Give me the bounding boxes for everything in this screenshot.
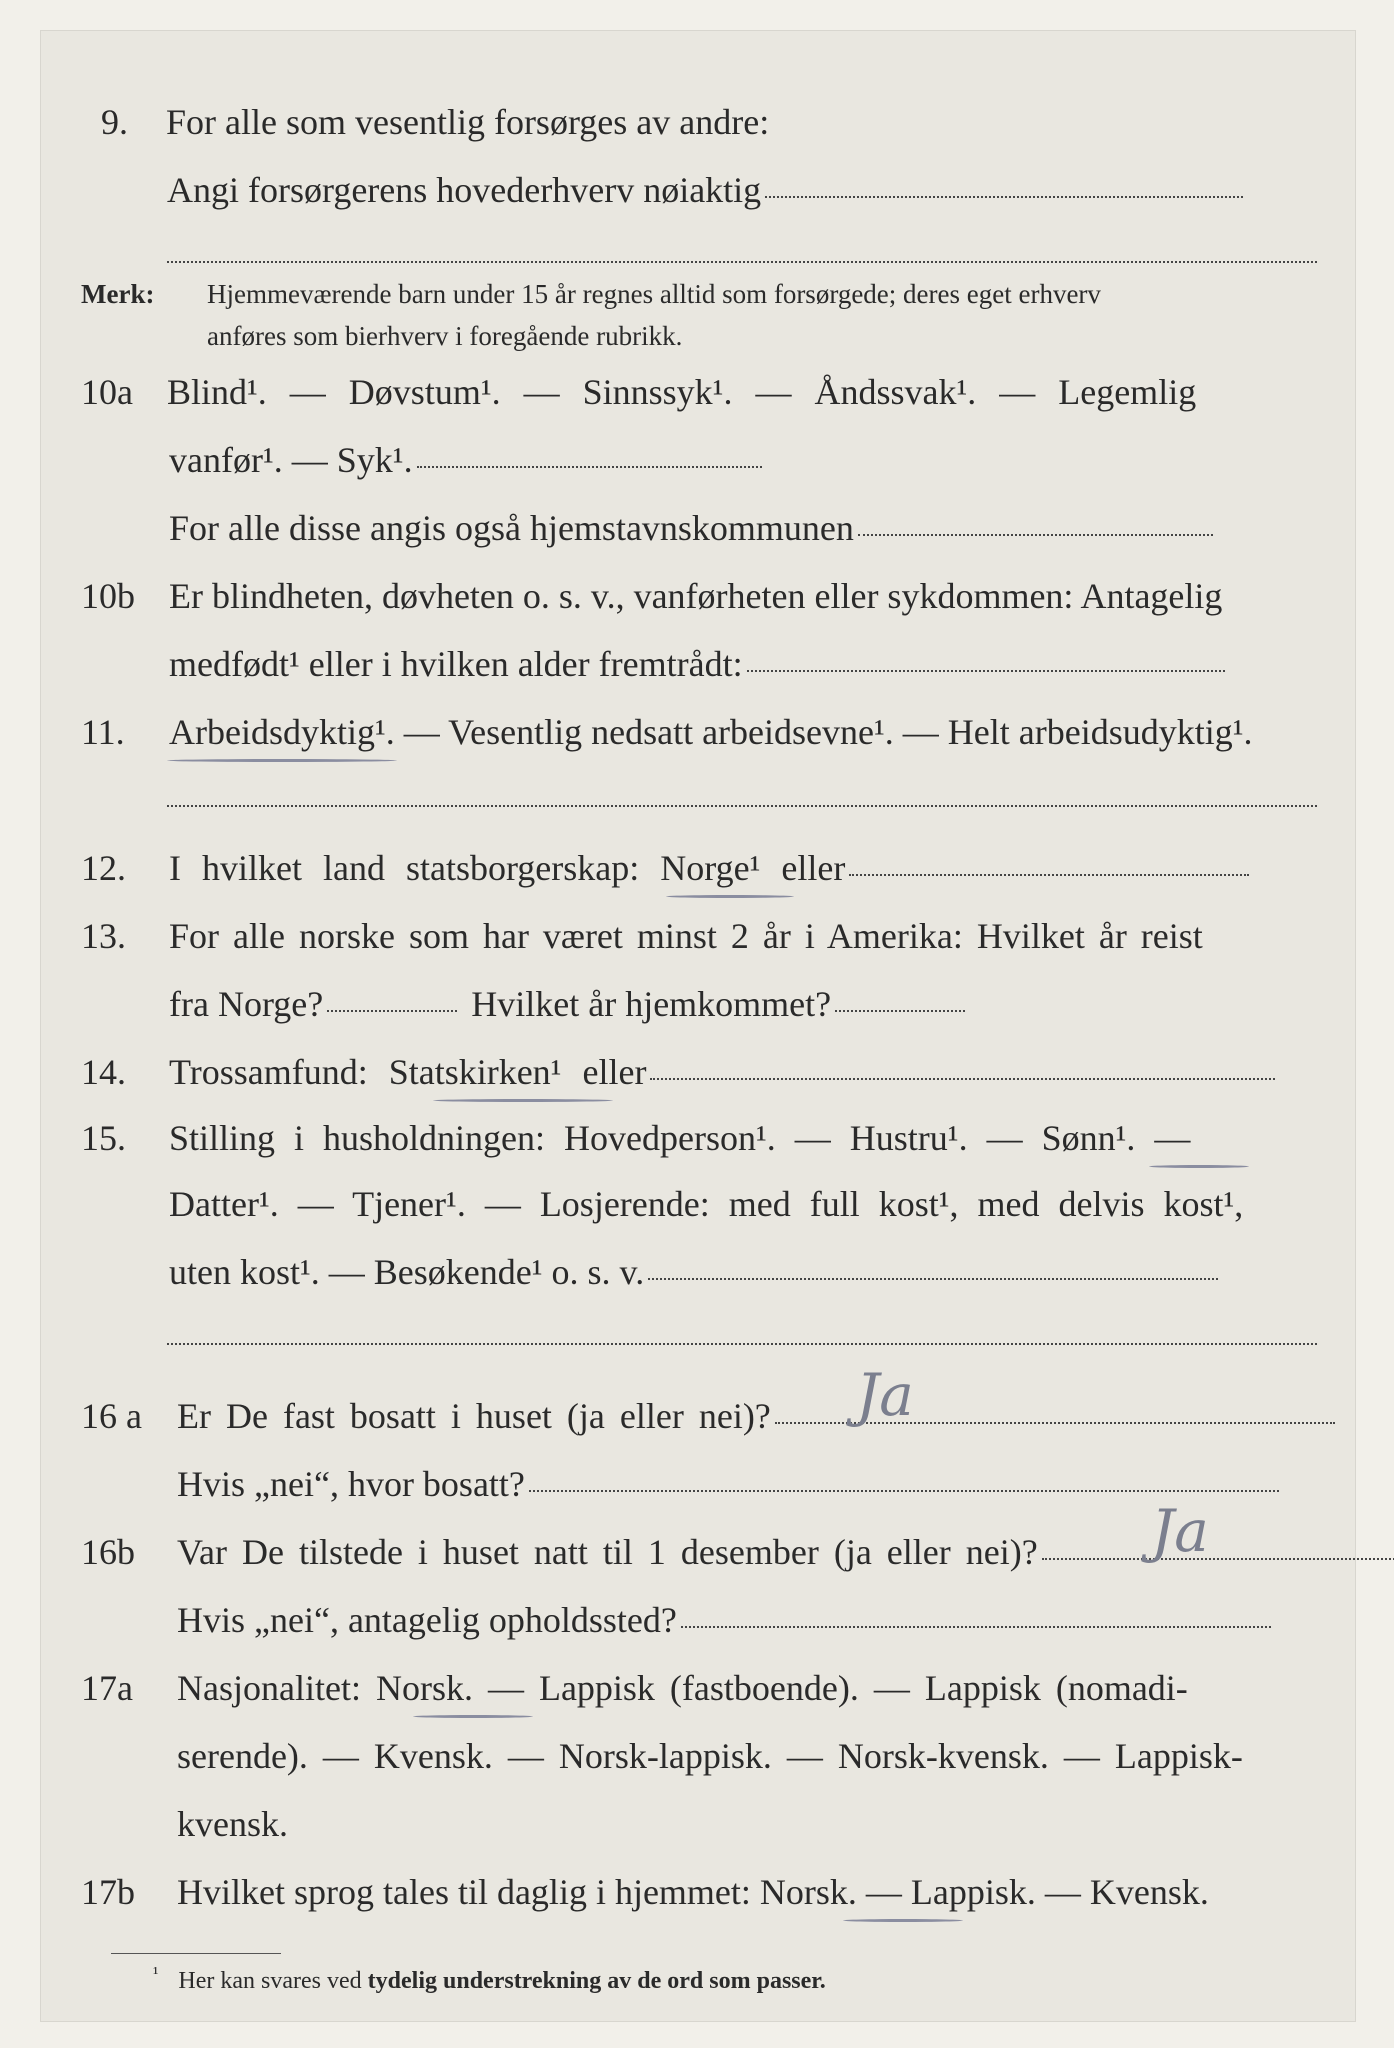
answer-line[interactable] <box>681 1626 1271 1628</box>
question-text: Trossamfund: Statskirken¹ eller <box>169 1052 647 1092</box>
question-16a-line2 <box>177 1463 1279 1505</box>
question-text: fra Norge? <box>169 984 324 1024</box>
question-14 <box>81 1051 1275 1093</box>
answer-line-left[interactable] <box>327 1010 457 1012</box>
question-text: For alle disse angis også hjemstavnskommunen <box>169 508 854 548</box>
question-text: serende). — Kvensk. — Norsk-lappisk. — Norsk-kvensk. — Lappisk- <box>177 1736 1243 1776</box>
question-text: uten kost¹. — Besøkende¹ o. s. v. <box>169 1252 645 1292</box>
question-text: Er De fast bosatt i huset (ja eller nei)? <box>177 1396 771 1436</box>
footnote-text: Her kan svares ved <box>178 1968 362 1994</box>
question-number: 17b <box>81 1872 135 1912</box>
answer-line[interactable] <box>1042 1558 1394 1560</box>
footnote-rule <box>111 1953 281 1954</box>
handwritten-answer: Ja <box>856 1361 914 1429</box>
question-number: 10b <box>81 576 135 616</box>
question-text: vanfør¹. — Syk¹. <box>169 440 413 480</box>
question-number: 13. <box>81 916 126 956</box>
question-number: 17a <box>81 1668 133 1708</box>
note-label: Merk: <box>81 279 155 309</box>
question-text: Hvilket sprog tales til daglig i hjemmet: Norsk. — Lappisk. — Kvensk. <box>177 1872 1209 1912</box>
question-text: Hvilket år hjemkommet? <box>471 984 832 1024</box>
answer-underline <box>1149 1165 1249 1168</box>
question-9 <box>101 101 769 143</box>
answer-underline <box>413 1715 533 1718</box>
question-number: 10a <box>81 372 133 412</box>
question-number: 12. <box>81 848 126 888</box>
question-15 <box>81 1117 1190 1159</box>
question-text: Stilling i husholdningen: Hovedperson¹. — Hustru¹. — Sønn¹. — <box>169 1118 1191 1158</box>
answer-line[interactable] <box>858 534 1213 536</box>
question-text: Datter¹. — Tjener¹. — Losjerende: med full kost¹, med delvis kost¹, <box>169 1184 1244 1224</box>
question-number: 11. <box>81 712 125 752</box>
census-form-page <box>40 30 1356 2022</box>
question-text: kvensk. <box>177 1804 288 1844</box>
question-number: 16 a <box>81 1396 142 1436</box>
question-15-line3 <box>169 1251 1218 1293</box>
question-text: For alle norske som har været minst 2 år i Amerika: Hvilket år reist <box>169 916 1203 956</box>
answer-underline <box>666 895 794 898</box>
question-15-line2 <box>169 1183 1243 1225</box>
question-10a <box>81 371 1196 413</box>
question-number: 16b <box>81 1532 135 1572</box>
footnote-mark: ¹ <box>153 1963 159 1983</box>
question-text: medfødt¹ eller i hvilken alder fremtrådt: <box>169 644 743 684</box>
answer-line[interactable] <box>529 1490 1279 1492</box>
note-text: anføres som bierhverv i foregående rubrikk. <box>207 321 683 351</box>
question-text: Var De tilstede i huset natt til 1 desember (ja eller nei)? <box>177 1532 1038 1572</box>
question-16b-line2 <box>177 1599 1271 1641</box>
answer-line[interactable] <box>167 1343 1317 1345</box>
question-text: I hvilket land statsborgerskap: Norge¹ eller <box>169 848 846 888</box>
question-text: For alle som vesentlig forsørges av andre: <box>166 102 770 142</box>
note-merk <box>81 279 1101 310</box>
question-text: Hvis „nei“, hvor bosatt? <box>177 1464 525 1504</box>
question-13-line2 <box>169 983 965 1025</box>
note-merk-line2 <box>207 321 682 352</box>
question-text: Nasjonalitet: Norsk. — Lappisk (fastboende). — Lappisk (nomadi- <box>177 1668 1188 1708</box>
question-17b <box>81 1871 1209 1913</box>
question-number: 14. <box>81 1052 126 1092</box>
answer-underline <box>167 759 397 762</box>
answer-line-right[interactable] <box>835 1010 965 1012</box>
answer-line[interactable] <box>765 196 1243 198</box>
footnote-emphasis: tydelig understrekning av de ord som passer. <box>367 1968 826 1994</box>
answer-line[interactable] <box>167 805 1317 807</box>
note-text: Hjemmeværende barn under 15 år regnes alltid som forsørgede; deres eget erhverv <box>207 279 1101 309</box>
question-17a-line2 <box>177 1735 1243 1777</box>
question-number: 9. <box>101 102 128 142</box>
answer-line[interactable] <box>417 466 762 468</box>
question-10b <box>81 575 1222 617</box>
question-16a <box>81 1395 1335 1437</box>
handwritten-answer: Ja <box>1151 1497 1209 1565</box>
question-number: 15. <box>81 1118 126 1158</box>
question-text: Arbeidsdyktig¹. — Vesentlig nedsatt arbeidsevne¹. — Helt arbeidsudyktig¹. <box>169 712 1253 752</box>
question-17a-line3 <box>177 1803 288 1845</box>
answer-line[interactable] <box>650 1078 1275 1080</box>
question-text: Angi forsørgerens hovederhverv nøiaktig <box>167 170 762 210</box>
answer-line[interactable] <box>849 874 1249 876</box>
answer-line[interactable] <box>747 670 1225 672</box>
answer-underline <box>433 1099 613 1102</box>
question-13 <box>81 915 1203 957</box>
question-10b-line2 <box>169 643 1225 685</box>
question-17a <box>81 1667 1188 1709</box>
question-text: Hvis „nei“, antagelig opholdssted? <box>177 1600 677 1640</box>
answer-line[interactable] <box>648 1278 1218 1280</box>
question-9-line2 <box>167 169 1243 211</box>
question-text: Er blindheten, døvheten o. s. v., vanførheten eller sykdommen: Antagelig <box>169 576 1223 616</box>
question-text: Blind¹. — Døvstum¹. — Sinnssyk¹. — Åndssvak¹. — Legemlig <box>167 372 1197 412</box>
footnote <box>153 1963 826 1995</box>
answer-underline <box>843 1919 963 1922</box>
question-12 <box>81 847 1249 889</box>
question-11 <box>81 711 1253 753</box>
question-10a-line3 <box>169 507 1213 549</box>
question-10a-line2 <box>169 439 762 481</box>
separator-line <box>167 261 1317 263</box>
